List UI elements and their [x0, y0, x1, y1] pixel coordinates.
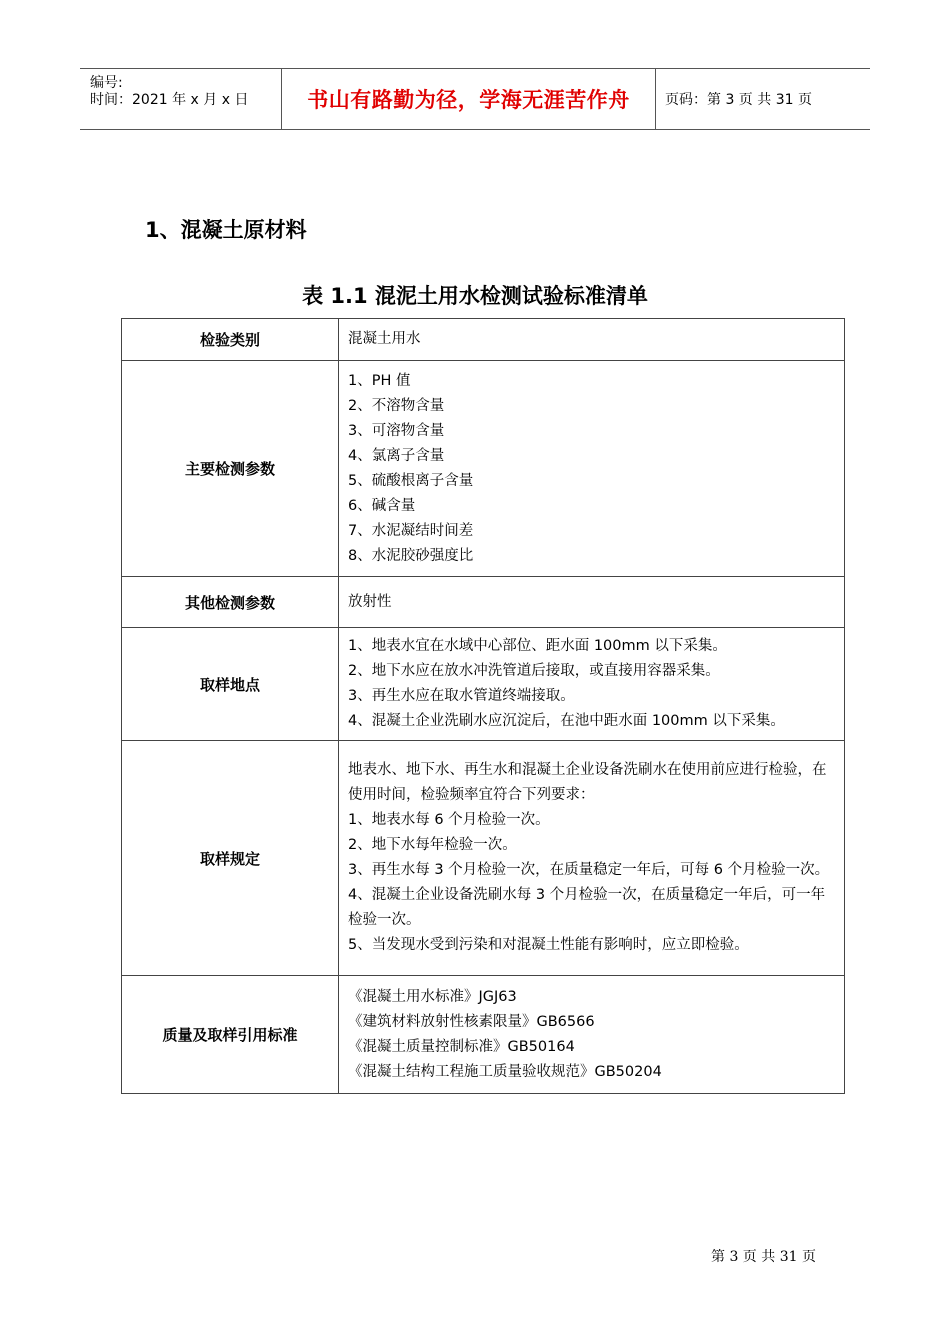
row-label: 其他检测参数: [122, 577, 339, 628]
value-line: 1、地表水宜在水域中心部位、距水面 100mm 以下采集。: [348, 638, 727, 654]
page-footer: 第 3 页 共 31 页: [711, 1249, 816, 1265]
value-line: 8、水泥胶砂强度比: [348, 547, 474, 564]
value-line: 2、地下水应在放水冲洗管道后接取，或直接用容器采集。: [348, 663, 720, 679]
value-line: 地表水、地下水、再生水和混凝土企业设备洗刷水在使用前应进行检验，在使用时间，检验频率宜符合下列要求：: [348, 762, 827, 803]
value-line: 3、再生水每 3 个月检验一次，在质量稳定一年后，可每 6 个月检验一次。: [348, 862, 830, 878]
header-motto: 书山有路勤为径，学海无涯苦作舟: [281, 69, 656, 129]
value-line: 2、不溶物含量: [348, 397, 445, 414]
header-page-label: 页码：第 3 页 共 31 页: [665, 92, 812, 108]
row-value: [339, 741, 845, 976]
value-line: 3、再生水应在取水管道终端接取。: [348, 688, 575, 704]
table-row: [122, 976, 845, 1094]
page-header: [80, 68, 870, 130]
row-label: 检验类别: [122, 319, 339, 361]
section-title: 1、混凝土原材料: [145, 218, 307, 242]
value-line: 《混凝土结构工程施工质量验收规范》GB50204: [348, 1063, 662, 1080]
row-label: 主要检测参数: [122, 361, 339, 577]
row-value: [339, 976, 845, 1094]
value-line: 5、当发现水受到污染和对混凝土性能有影响时，应立即检验。: [348, 937, 749, 953]
table-row: [122, 628, 845, 741]
table-row: [122, 577, 845, 628]
row-label: 质量及取样引用标准: [122, 976, 339, 1094]
value-line: 6、碱含量: [348, 497, 416, 514]
value-line: 《建筑材料放射性核素限量》GB6566: [348, 1013, 595, 1030]
value-line: 混凝土用水: [348, 331, 421, 347]
value-line: 1、地表水每 6 个月检验一次。: [348, 812, 550, 828]
value-line: 5、硫酸根离子含量: [348, 472, 474, 489]
value-line: 《混凝土质量控制标准》GB50164: [348, 1038, 575, 1055]
header-meta-cell: [80, 69, 281, 129]
row-value: [339, 628, 845, 741]
row-value: [339, 577, 845, 628]
value-line: 3、可溶物含量: [348, 422, 445, 439]
row-label: 取样规定: [122, 741, 339, 976]
table-row: [122, 319, 845, 361]
value-line: 2、地下水每年检验一次。: [348, 837, 517, 853]
value-line: 7、水泥凝结时间差: [348, 522, 474, 539]
table-row: [122, 361, 845, 577]
value-line: 放射性: [348, 593, 392, 610]
header-number-label: 编号:: [90, 75, 123, 91]
header-time-label: 时间：2021 年 x 月 x 日: [90, 92, 249, 108]
row-value: [339, 319, 845, 361]
value-line: 4、混凝土企业洗刷水应沉淀后，在池中距水面 100mm 以下采集。: [348, 713, 785, 729]
row-value: [339, 361, 845, 577]
standards-table: [121, 318, 845, 1094]
value-line: 4、氯离子含量: [348, 447, 445, 464]
value-line: 1、PH 值: [348, 372, 411, 389]
value-line: 《混凝土用水标准》JGJ63: [348, 988, 517, 1005]
table-row: [122, 741, 845, 976]
row-label: 取样地点: [122, 628, 339, 741]
value-line: 4、混凝土企业设备洗刷水每 3 个月检验一次，在质量稳定一年后，可一年检验一次。: [348, 887, 826, 928]
table-caption: 表 1.1 混泥土用水检测试验标准清单: [302, 284, 648, 308]
